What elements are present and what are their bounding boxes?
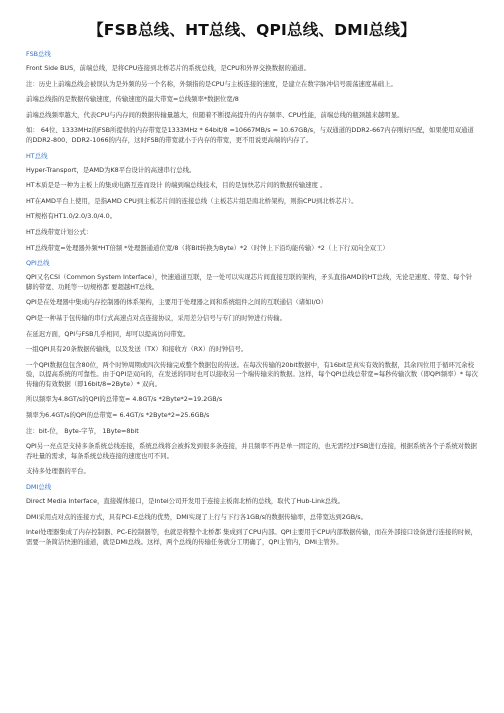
paragraph: 支持多处理器的平台。 — [26, 467, 90, 476]
paragraph: QPI是一种基于包传输的串行式高速点对点连接协议，采用差分信号与专门的时钟进行传输。 — [26, 313, 287, 322]
paragraph: 一个QPI数据包包含80位，两个时钟周期或四次传输完成整个数据包的传送。在每次传输的20bit数据中，有16bit是真实有效的数据，其余四位用于循环冗余校验，以提高系统的可靠性。由于QPI是双向的，在发送的同时也可以接收另一个端传输来的数据。这样，每个QPI总线总带宽=每秒传输次数（即QPI频率）* 每次传输的有效数据（即16bit/8=2Byte）* 双向。 — [26, 360, 478, 388]
page-title: 【FSB总线、HT总线、QPI总线、DMI总线】 — [88, 21, 416, 39]
paragraph: Intel处理器集成了内存控制器、PC-E控制器等，也就是将整个北桥都 集成到了CPU内部。QPI主要用于CPU内部数据传输，而在外部接口设备进行连接的时候，需要一条简洁快速的通道，就是DMI总线。这样，两个总线的传输任务就分工明确了，QPI主管内，DMI主管外。 — [26, 528, 478, 546]
paragraph: HT规格有HT1.0/2.0/3.0/4.0。 — [26, 212, 117, 221]
section-heading: FSB总线 — [26, 50, 51, 58]
paragraph: HT在AMD平台上使用，是指AMD CPU到主板芯片间的连接总线（主板芯片组是南北桥架构，则指CPU到北桥芯片）。 — [26, 196, 358, 205]
paragraph: 注：bit-位， Byte-字节， 1Byte=8bit — [26, 426, 139, 435]
document-body — [26, 50, 478, 547]
section-heading: QPI总线 — [26, 259, 50, 268]
section-heading: DMI总线 — [26, 483, 52, 492]
paragraph: 注：历史上前端总线会被误认为是外频的另一个名称，外频指的是CPU与主板连接的速度，是建立在数字脉冲信号震荡速度基础上。 — [26, 79, 397, 88]
paragraph: 在延迟方面，QPI与FSB几乎相同，却可以提高访问带宽。 — [26, 329, 190, 338]
paragraph: HT总线带宽计划公式： — [26, 227, 93, 236]
paragraph: HT本质是是一种为主板上的集成电路互连而设计 的端到端总线技术，目的是加快芯片间的数据传输速度 。 — [26, 181, 327, 190]
paragraph: 频率为6.4GT/s的QPI的总带宽= 6.4GT/s *2Byte*2=25.6GB/s — [26, 411, 210, 420]
paragraph: Hyper-Transport，是AMD为K8平台设计的高速串行总线。 — [26, 165, 196, 174]
section-heading: HT总线 — [26, 151, 48, 160]
paragraph: QPI又名CSI（Common System Interface），快速通道互联，是一处可以实现芯片间直接互联的架构，矛头直指AMD的HT总线，无论是速度、带宽、每个针脚的带宽、功耗等一切规格都 要超越HT总线。 — [26, 273, 473, 291]
paragraph: 一组QPI具有20条数据传输线，以及发送（TX）和接收方（RX）的时钟信号。 — [26, 345, 248, 354]
paragraph: Direct Media Interface，直接媒体接口，是Intel公司开发用于连接主板南北桥的总线，取代了Hub-Link总线。 — [26, 497, 344, 506]
paragraph: 所以频率为4.8GT/s的QPI的总带宽= 4.8GT/s *2Byte*2=19.2GB/s — [26, 395, 223, 404]
paragraph: 前端总线指的是数据传输速度，传输速度的最大带宽=总线频率*数据位宽/8 — [26, 95, 239, 104]
paragraph: 如： 64位、1333MHz的FSB所提供的内存带宽是1333MHz * 64bit/8 =10667MB/s = 10.67GB/s，与双通道的DDR2-667内存刚好匹配，如果使用双通道的DDR2-800、DDR2-1066的内存，这时FSB的带宽就小于内存的带宽，更不用说更高端的内存了。 — [26, 126, 474, 144]
paragraph: DMI采用点对点的连接方式，具有PCI-E总线的优势，DMI实现了上行与下行各1GB/s的数据传输率，总带宽达到2GB/s。 — [26, 512, 367, 521]
paragraph: Front Side BUS，前端总线，是将CPU连接到北桥芯片的系统总线，是CPU和外界交换数据的通道。 — [26, 64, 311, 72]
paragraph: QPI是在处理器中集成内存控制器的体系架构，主要用于处理器之间和系统组件之间的互联通信（诸如I/O） — [26, 298, 328, 307]
paragraph: QPI另一亮点是支持多条系统总线连接，系统总线将会被拆发到很多条连接，并且频率不再是单一固定的，也无需经过FSB进行连接，根据系统各个子系统对数据吞吐量的需求，每条系统总线连接的速度也可不同。 — [26, 442, 477, 460]
paragraph: HT总线带宽=处理器外频*HT倍频 *处理器通道位宽/8（将Bit转换为Byte）*2（时钟上下沿均能传输）*2（上下行双向全双工） — [26, 243, 389, 252]
paragraph: 前端总线频率越大，代表CPU与内存间的数据传输量越大，但随着不断提高提升的内存频率、CPU性能，前端总线的瓶颈越来越明显。 — [26, 110, 404, 119]
